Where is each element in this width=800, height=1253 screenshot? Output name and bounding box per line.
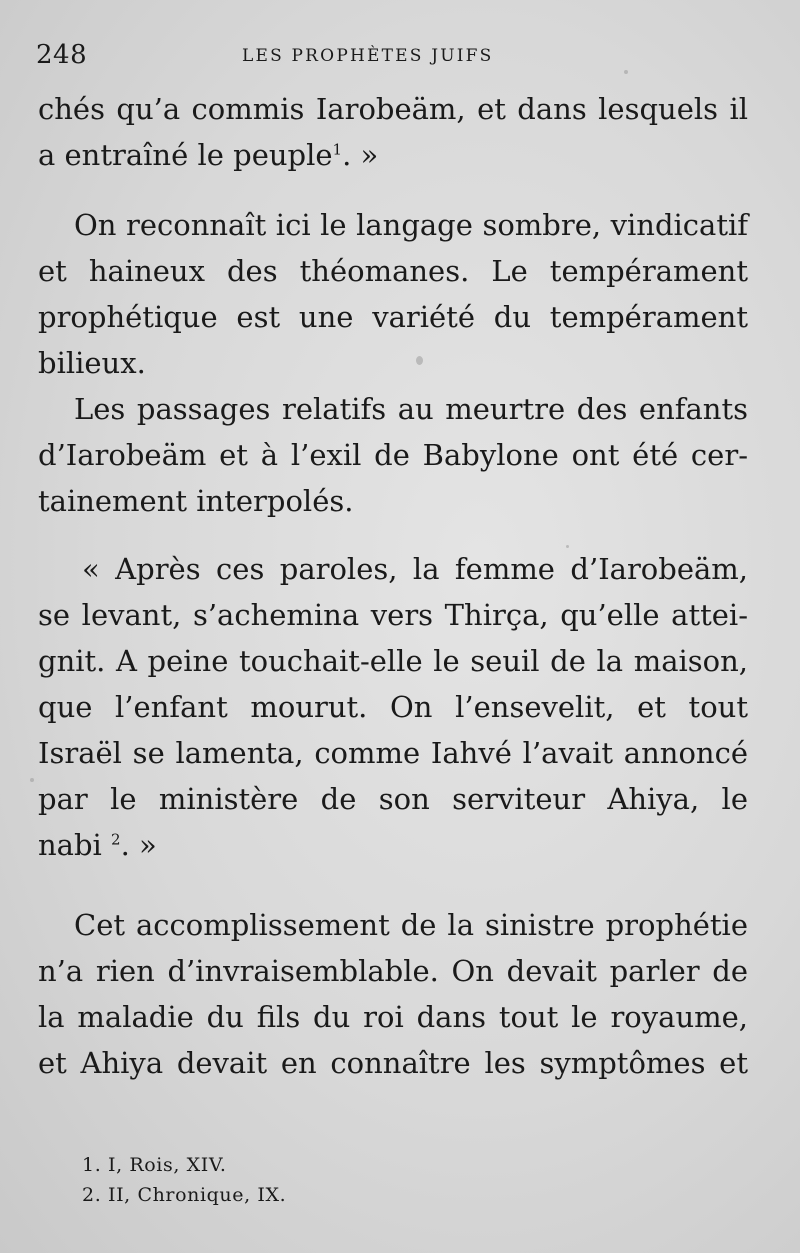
text-line: la maladie du fils du roi dans tout le royaume,	[38, 1000, 748, 1034]
text-fragment: . »	[120, 828, 157, 862]
footnote-ref-1: 1	[332, 140, 343, 159]
text-line: bilieux.	[38, 346, 146, 380]
text-fragment: a entraîné le peuple	[38, 138, 333, 172]
page-number: 248	[36, 40, 88, 70]
text-line: n’a rien d’invraisemblable. On devait parler de	[38, 954, 748, 988]
text-line: On reconnaît ici le langage sombre, vindicatif	[74, 208, 748, 242]
footnote-1: 1. I, Rois, XIV.	[82, 1154, 227, 1176]
text-line: par le ministère de son serviteur Ahiya, le	[38, 782, 748, 816]
text-line: prophétique est une variété du tempérament	[38, 300, 748, 334]
text-line: Les passages relatifs au meurtre des enfants	[74, 392, 748, 426]
running-header	[36, 40, 756, 74]
text-line: Cet accomplissement de la sinistre prophétie	[74, 908, 748, 942]
running-title: LES PROPHÈTES JUIFS	[242, 46, 494, 66]
paper-speck	[624, 70, 628, 74]
text-line: « Après ces paroles, la femme d’Iarobeäm,	[82, 552, 748, 586]
text-line: chés qu’a commis Iarobeäm, et dans lesquels il	[38, 92, 748, 126]
text-fragment: . »	[342, 138, 379, 172]
paragraph-3	[38, 386, 748, 524]
paper-speck	[30, 778, 34, 782]
footnote-ref-2: 2	[111, 830, 121, 849]
footnotes	[82, 1150, 682, 1210]
paragraph-5	[38, 902, 748, 1086]
text-fragment: nabi	[38, 828, 102, 862]
paper-speck	[416, 356, 423, 365]
text-line	[38, 822, 748, 868]
text-line: tainement interpolés.	[38, 484, 354, 518]
paragraph-4-quotation	[38, 546, 748, 868]
paragraph-1	[38, 86, 748, 178]
text-line: et haineux des théomanes. Le tempérament	[38, 254, 748, 288]
text-line: Israël se lamenta, comme Iahvé l’avait annoncé	[38, 736, 748, 770]
paragraph-2	[38, 202, 748, 386]
text-line: d’Iarobeäm et à l’exil de Babylone ont été cer-	[38, 438, 748, 472]
page-body	[38, 86, 748, 1086]
paper-speck	[566, 545, 569, 548]
text-line: gnit. A peine touchait-elle le seuil de la maison,	[38, 644, 748, 678]
text-line: que l’enfant mourut. On l’ensevelit, et tout	[38, 690, 748, 724]
footnote-2: 2. II, Chronique, IX.	[82, 1184, 287, 1206]
text-line: se levant, s’achemina vers Thirça, qu’elle attei-	[38, 598, 748, 632]
text-line: et Ahiya devait en connaître les symptômes et	[38, 1046, 748, 1080]
text-line	[38, 132, 748, 178]
